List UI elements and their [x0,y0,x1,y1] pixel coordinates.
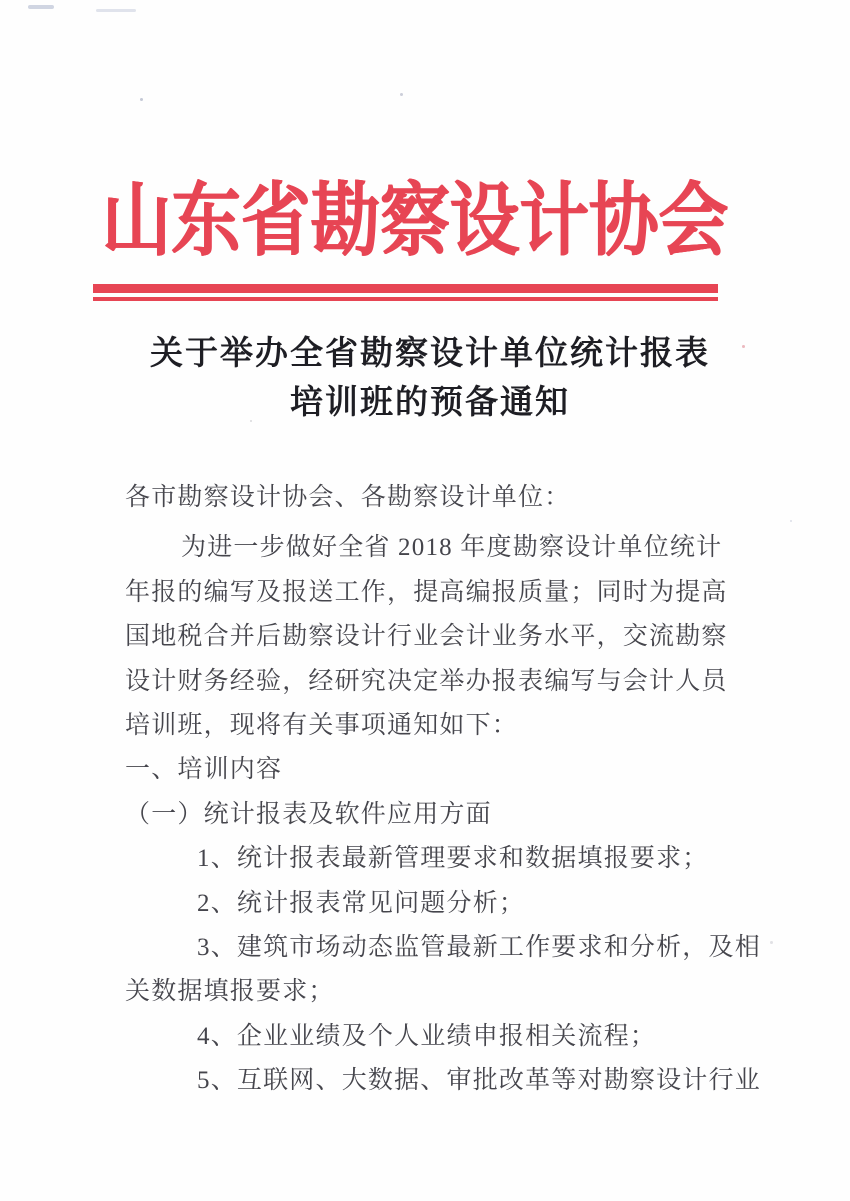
body-salutation: 各市勘察设计协会、各勘察设计单位： [125,484,571,511]
scan-speck [140,98,143,101]
scan-speck [96,9,136,12]
document-title [5,330,850,428]
subsection-heading: （一）统计报表及软件应用方面 [125,800,492,828]
document-body [125,476,761,1104]
list-item-line: 2、统计报表常见问题分析； [197,889,526,917]
document-title-line2: 培训班的预备通知 [290,385,570,421]
letterhead-rule-thin [93,297,718,301]
scan-speck [770,941,773,944]
list-item-line: 3、建筑市场动态监管最新工作要求和分析，及相 [197,934,761,962]
scan-speck [28,5,54,9]
list-item-line: 5、互联网、大数据、审批改革等对勘察设计行业 [197,1067,761,1095]
list-item-line: 4、企业业绩及个人业绩申报相关流程； [197,1022,657,1050]
letterhead-org-name: 山东省勘察设计协会 [101,178,729,266]
document-title-line1: 关于举办全省勘察设计单位统计报表 [150,336,710,372]
body-paragraph-line: 培训班，现将有关事项通知如下： [125,712,519,740]
body-paragraph-line: 国地税合并后勘察设计行业会计业务水平，交流勘察 [125,623,728,651]
section-heading: 一、培训内容 [125,756,283,784]
list-item-continuation: 关数据填报要求； [125,978,335,1006]
body-paragraph-line: 为进一步做好全省 2018 年度勘察设计单位统计 [181,534,723,562]
scan-speck [400,93,403,96]
letterhead-rule-thick [93,284,718,293]
list-item-line: 1、统计报表最新管理要求和数据填报要求； [197,845,709,873]
body-paragraph-line: 年报的编写及报送工作，提高编报质量；同时为提高 [125,578,728,606]
body-paragraph-line: 设计财务经验，经研究决定举办报表编写与会计人员 [125,667,728,695]
scan-speck [790,520,792,522]
